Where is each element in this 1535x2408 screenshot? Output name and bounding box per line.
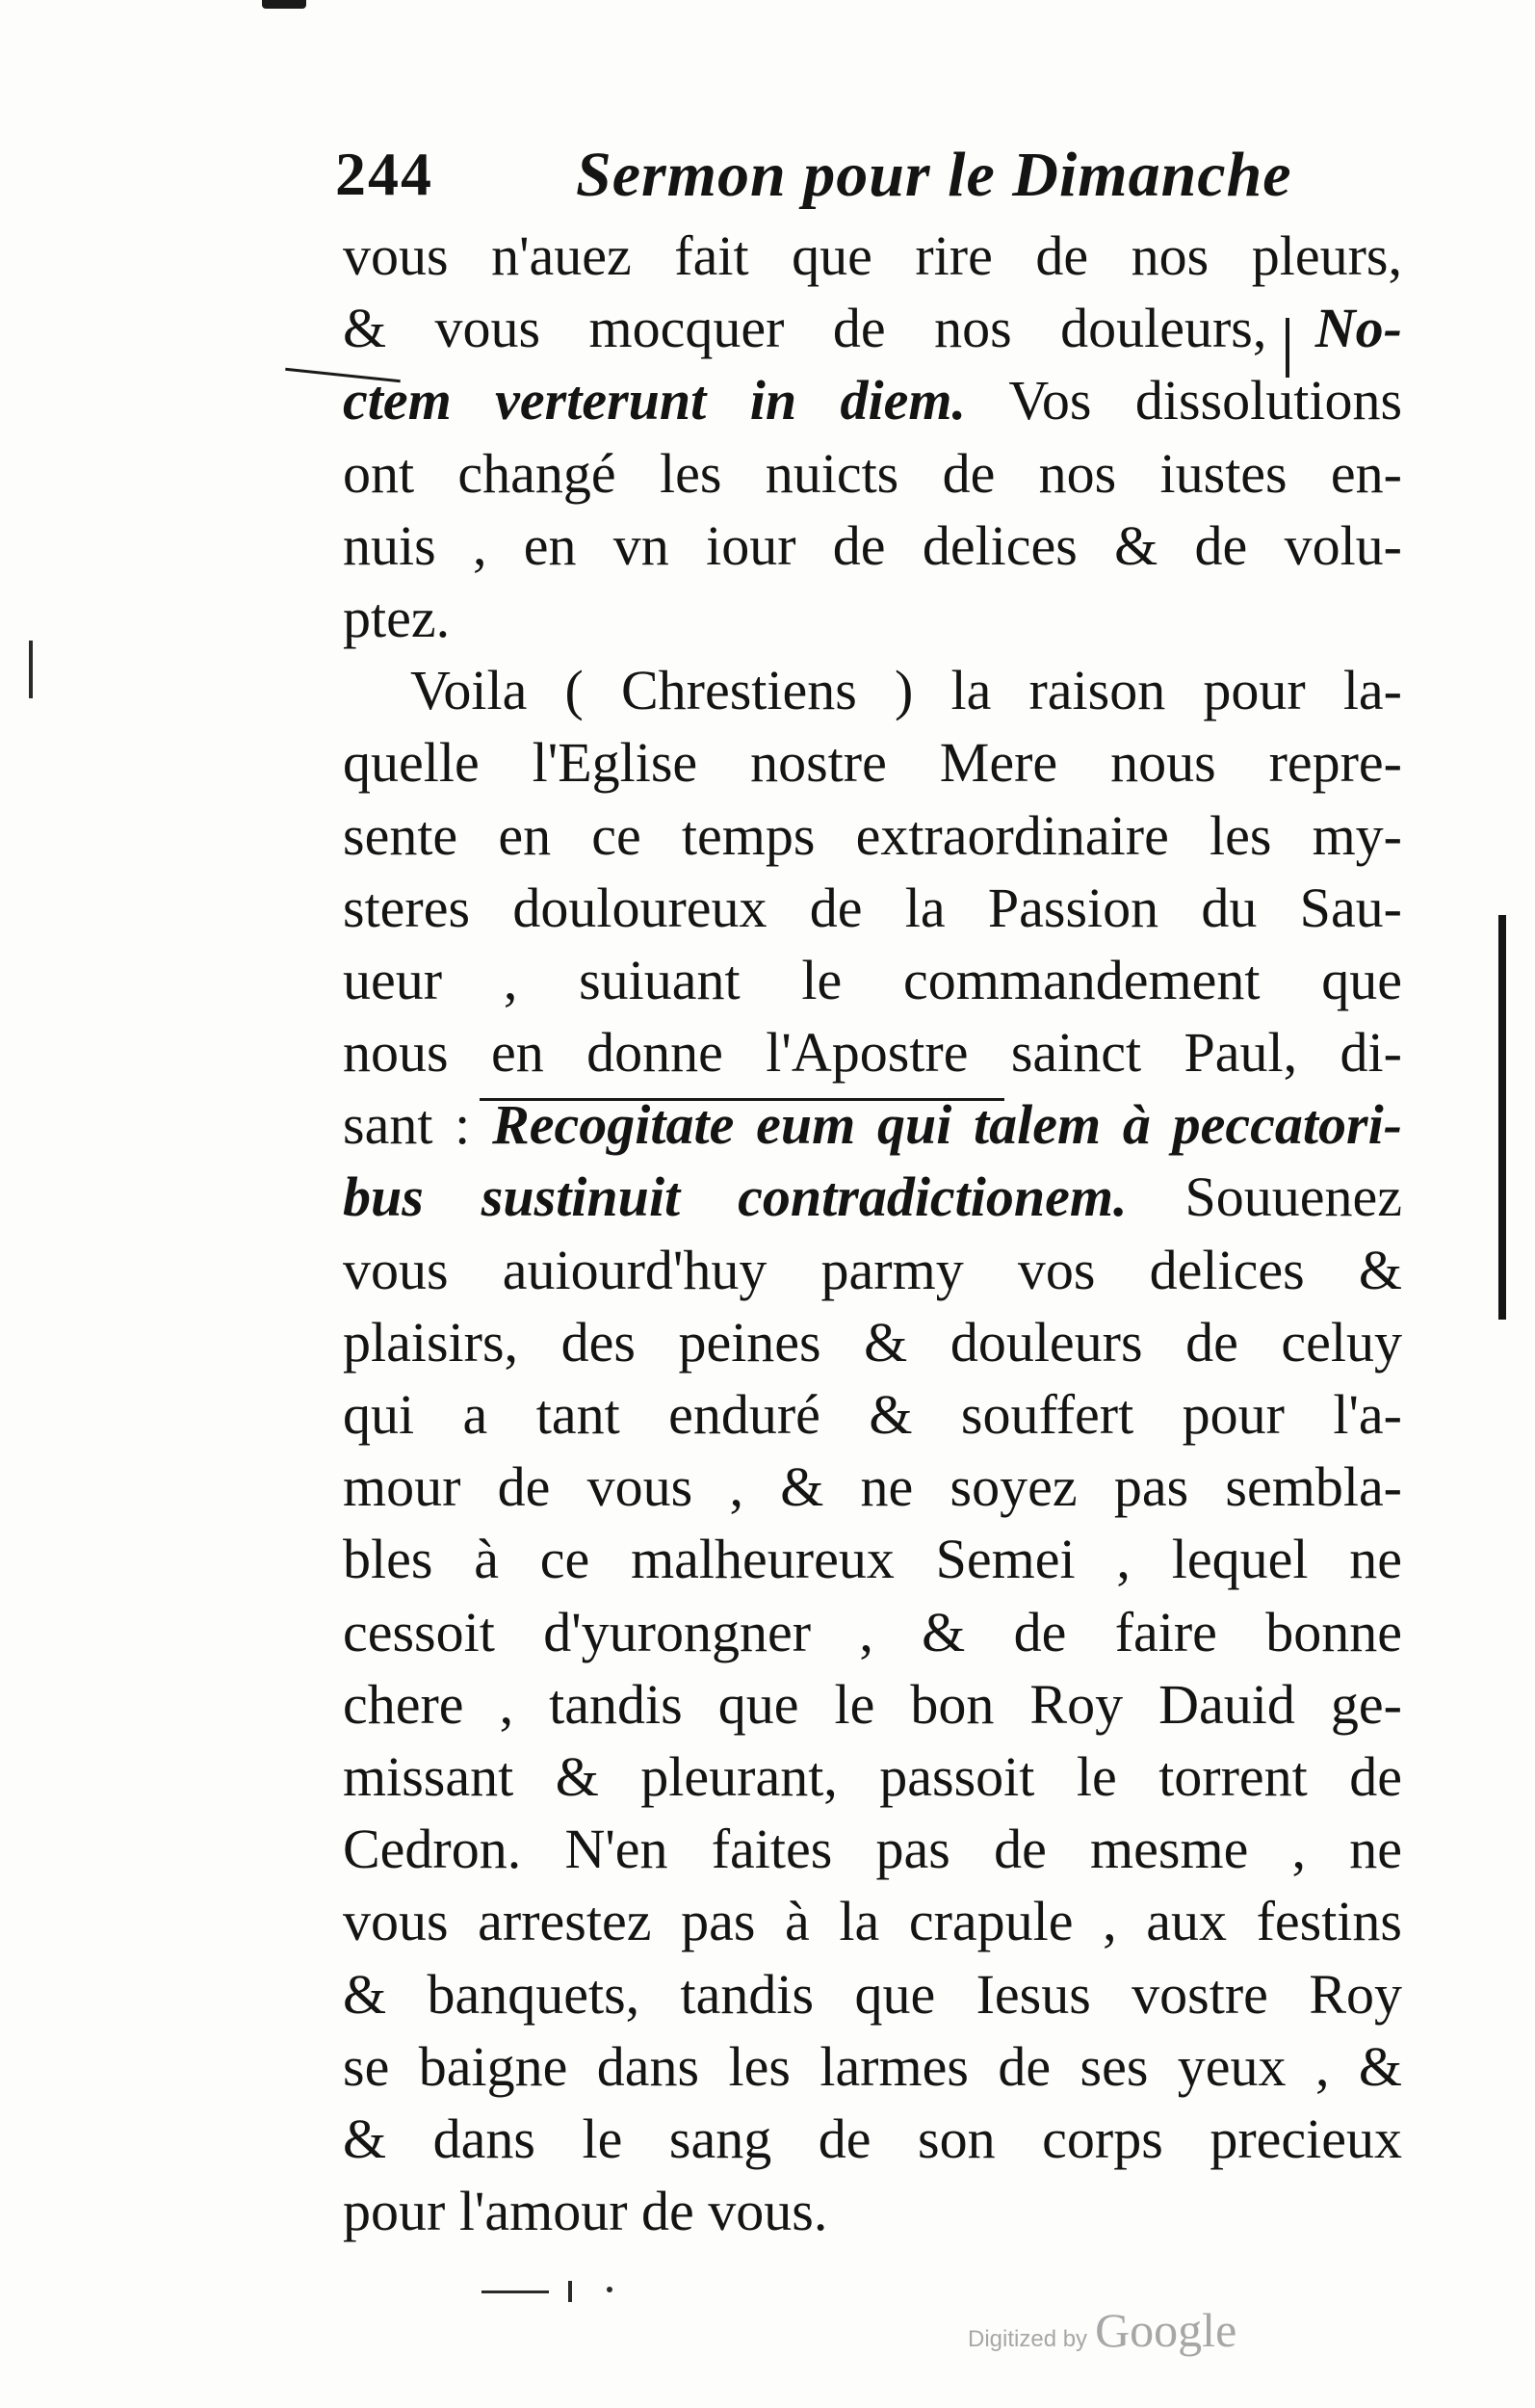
- page-header: [335, 135, 1375, 222]
- text-line: bus sustinuit contradictionem. Souuenez: [343, 1165, 1402, 1229]
- text-line: mour de vous , & ne soyez pas sembla-: [343, 1455, 1402, 1519]
- scan-artifact-top: [262, 0, 306, 9]
- text-line: plaisirs, des peines & douleurs de celuy: [343, 1310, 1402, 1374]
- text-line: quelle l'Eglise nostre Mere nous repre-: [343, 731, 1402, 795]
- text-line: ptez.: [343, 586, 451, 649]
- text-line: & banquets, tandis que Iesus vostre Roy: [343, 1962, 1402, 2026]
- text-line: pour l'amour de vous.: [343, 2180, 828, 2243]
- paragraph-start-line: Voila ( Chrestiens ) la raison pour la-: [410, 659, 1402, 722]
- text-line: missant & pleurant, passoit le torrent de: [343, 1744, 1402, 1808]
- latin-quote: Recogitate eum qui talem à peccatori-: [492, 1093, 1402, 1157]
- text-line: & dans le sang de son corps precieux: [343, 2107, 1402, 2170]
- text-line: ont changé les nuicts de nos iustes en-: [343, 441, 1402, 505]
- latin-quote: bus sustinuit contradictionem.: [343, 1165, 1128, 1229]
- scan-artifact-right-edge: [1498, 915, 1506, 1320]
- text-line: nous en donne l'Apostre sainct Paul, di-: [343, 1021, 1402, 1085]
- text-line: sant : Recogitate eum qui talem à peccatori-: [343, 1093, 1402, 1157]
- running-title: Sermon pour le Dimanche: [576, 140, 1292, 210]
- text-line: ctem verterunt in diem. Vos dissolutions: [343, 369, 1403, 432]
- text-line: qui a tant enduré & souffert pour l'a-: [343, 1383, 1402, 1446]
- latin-quote: ctem verterunt in diem.: [343, 369, 967, 432]
- text-line: se baigne dans les larmes de ses yeux , &: [343, 2034, 1402, 2098]
- scan-artifact-left: [29, 641, 33, 698]
- text-line: vous n'auez fait que rire de nos pleurs,: [343, 224, 1402, 287]
- latin-quote: No-: [1314, 297, 1402, 360]
- text-line: sente en ce temps extraordinaire les my-: [343, 803, 1402, 867]
- page-number: 244: [335, 140, 433, 208]
- digitized-watermark: [968, 2302, 1236, 2358]
- watermark-brand: Google: [1095, 2303, 1237, 2357]
- text-line: cessoit d'yurongner , & de faire bonne: [343, 1600, 1402, 1663]
- text-line: vous arrestez pas à la crapule , aux festins: [343, 1890, 1402, 1953]
- watermark-prefix: Digitized by: [968, 2326, 1088, 2352]
- text-line: vous auiourd'huy parmy vos delices &: [343, 1238, 1402, 1301]
- text-line: steres douloureux de la Passion du Sau-: [343, 876, 1402, 939]
- text-line: chere , tandis que le bon Roy Dauid ge-: [343, 1672, 1402, 1736]
- text-line: Cedron. N'en faites pas de mesme , ne: [343, 1818, 1402, 1881]
- text-line: nuis , en vn iour de delices & de volu-: [343, 513, 1402, 577]
- text-line: bles à ce malheureux Semei , lequel ne: [343, 1528, 1402, 1591]
- text-line: ueur , suiuant le commandement que: [343, 948, 1402, 1011]
- sermon-body-text: [343, 220, 1402, 2247]
- ink-specks: [462, 2271, 674, 2319]
- text-line: & vous mocquer de nos douleurs, No-: [343, 297, 1402, 360]
